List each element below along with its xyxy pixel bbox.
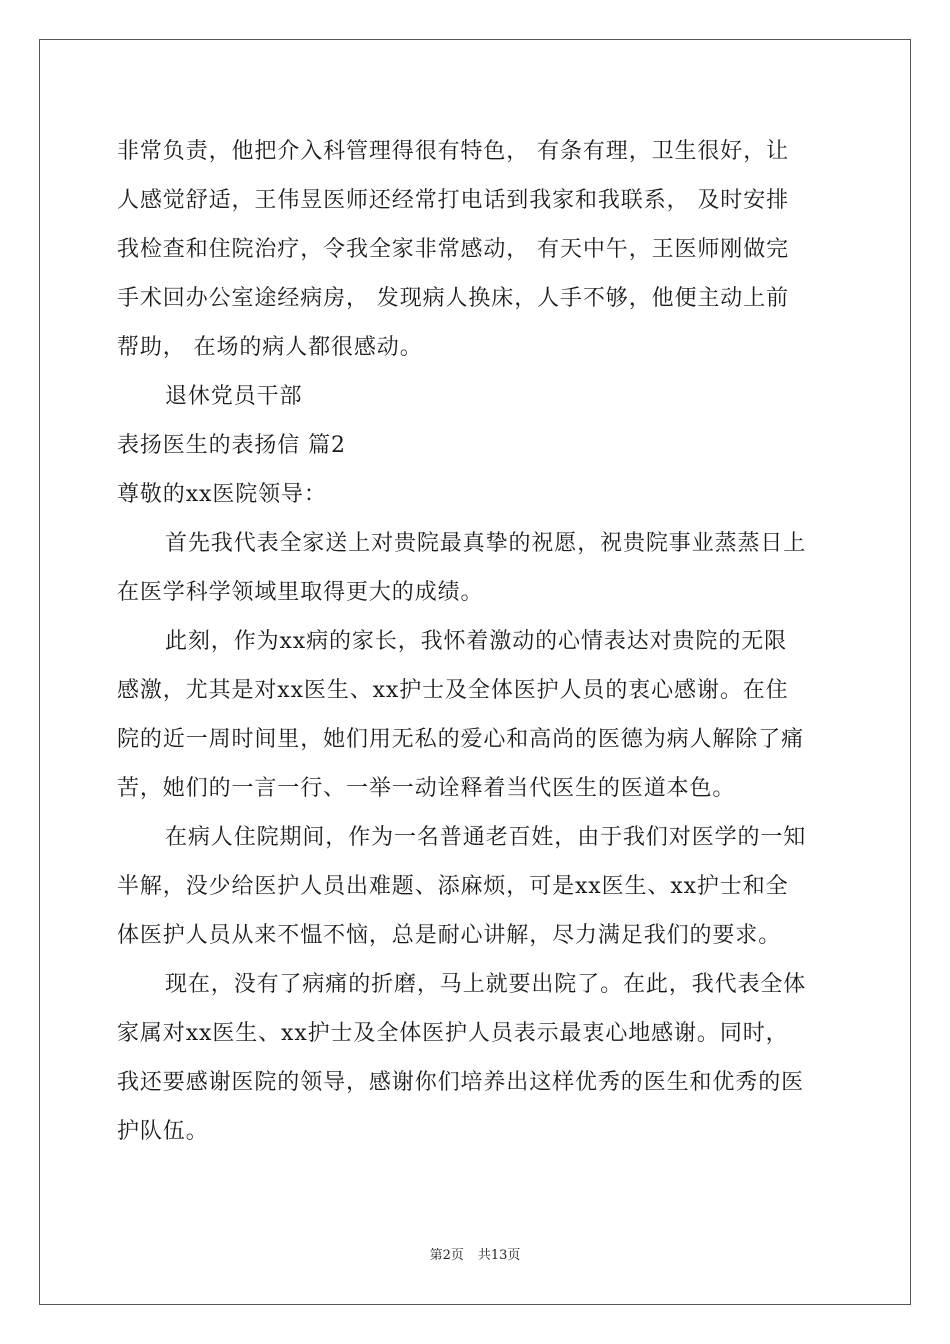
text-line: 表扬医生的表扬信 篇2 bbox=[117, 433, 346, 458]
letter-body bbox=[117, 127, 834, 1156]
text-line: 帮助， 在场的病人都很感动。 bbox=[117, 335, 423, 360]
text-line: 退休党员干部 bbox=[165, 384, 303, 409]
text-line: 我检查和住院治疗，令我全家非常感动， 有天中午，王医师刚做完 bbox=[117, 237, 789, 262]
text-line: 护队伍。 bbox=[117, 1119, 209, 1144]
text-line: 此刻，作为xx病的家长，我怀着激动的心情表达对贵院的无限 bbox=[165, 629, 788, 654]
text-line: 在病人住院期间，作为一名普通老百姓，由于我们对医学的一知 bbox=[165, 825, 807, 850]
text-line: 人感觉舒适，王伟昱医师还经常打电话到我家和我联系， 及时安排 bbox=[117, 188, 789, 213]
text-line: 手术回办公室途经病房， 发现病人换床，人手不够，他便主动上前 bbox=[117, 286, 789, 311]
text-line: 家属对xx医生、xx护士及全体医护人员表示最衷心地感谢。同时， bbox=[117, 1021, 789, 1046]
text-line: 在医学科学领域里取得更大的成绩。 bbox=[117, 580, 484, 605]
text-line: 尊敬的xx医院领导： bbox=[117, 482, 327, 507]
text-line: 体医护人员从来不愠不恼，总是耐心讲解，尽力满足我们的要求。 bbox=[117, 923, 782, 948]
page-number: 第2页 bbox=[429, 1248, 464, 1263]
text-line: 非常负责，他把介入科管理得很有特色， 有条有理，卫生很好，让 bbox=[117, 139, 789, 164]
page-footer bbox=[0, 1244, 950, 1263]
text-line: 苦，她们的一言一行、一举一动诠释着当代医生的医道本色。 bbox=[117, 776, 736, 801]
text-line: 感激，尤其是对xx医生、xx护士及全体医护人员的衷心感谢。在住 bbox=[117, 678, 789, 703]
text-line: 现在，没有了病痛的折磨，马上就要出院了。在此，我代表全体 bbox=[165, 972, 807, 997]
text-line: 半解，没少给医护人员出难题、添麻烦，可是xx医生、xx护士和全 bbox=[117, 874, 789, 899]
text-line: 院的近一周时间里，她们用无私的爱心和高尚的医德为病人解除了痛 bbox=[117, 727, 805, 752]
text-line: 我还要感谢医院的领导，感谢你们培养出这样优秀的医生和优秀的医 bbox=[117, 1070, 805, 1095]
text-line: 首先我代表全家送上对贵院最真挚的祝愿，祝贵院事业蒸蒸日上 bbox=[165, 531, 807, 556]
page-total: 共13页 bbox=[477, 1248, 521, 1263]
